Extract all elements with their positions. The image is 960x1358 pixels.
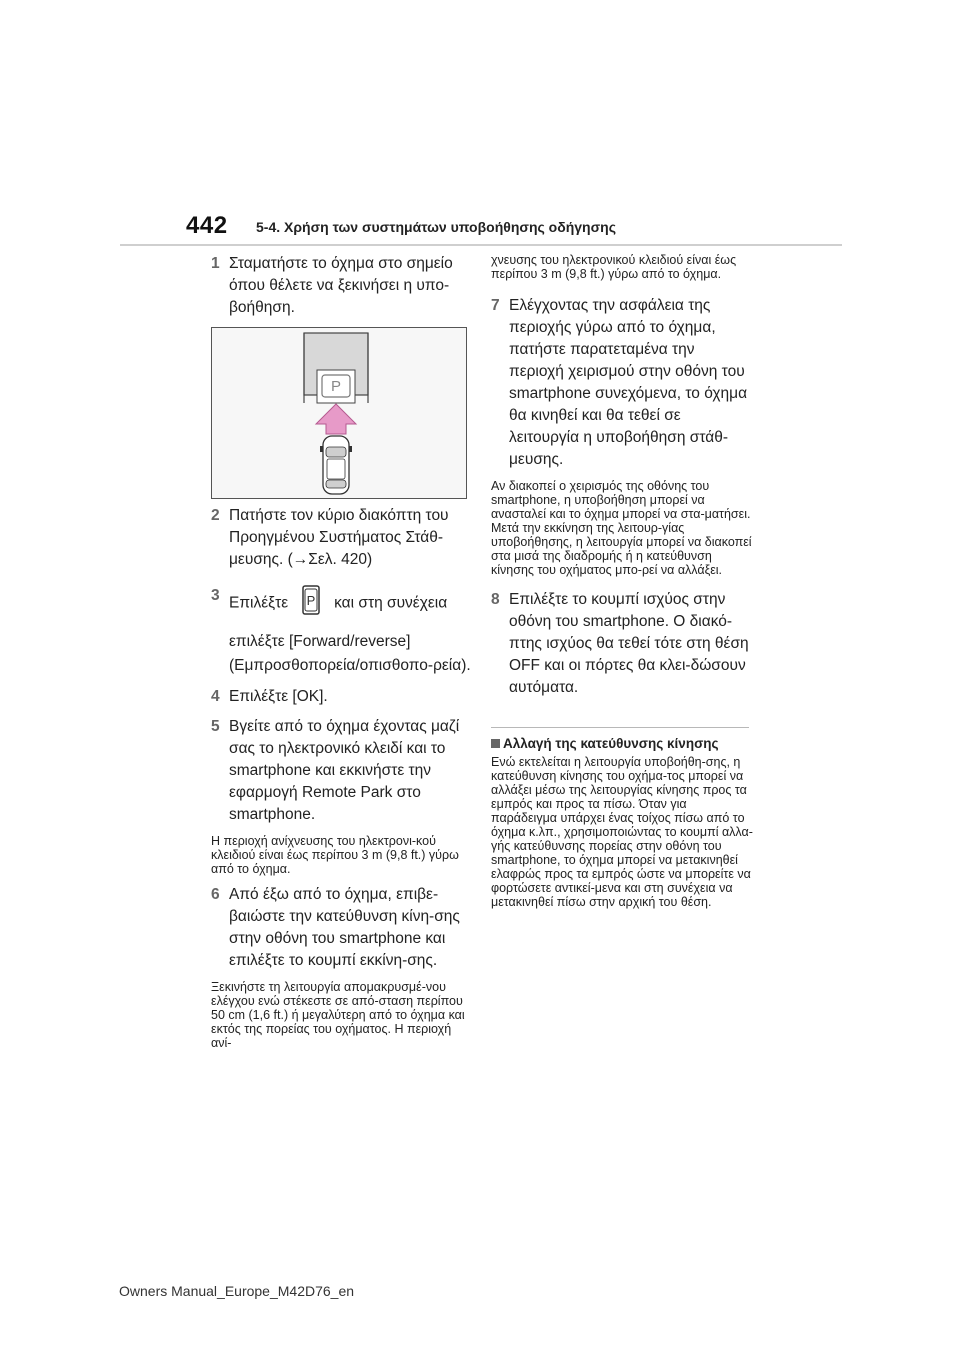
page-number: 442: [186, 212, 228, 239]
svg-text:P: P: [306, 593, 316, 608]
parking-illustration: [211, 327, 467, 499]
parking-diagram: [212, 328, 466, 498]
step-text-before: Επιλέξτε: [229, 594, 289, 612]
step-text: Πατήστε τον κύριο διακόπτη του Προηγμένου Συστήματος Στάθ-μευσης. (→Σελ. 420): [229, 507, 449, 568]
header-divider: [120, 244, 842, 246]
subsection-divider: [491, 727, 749, 728]
step-text: Ελέγχοντας την ασφάλεια της περιοχής γύρω από το όχημα, πατήστε παρατεταμένα την περιοχή χειρισμού στην οθόνη του smartphone συνεχόμενα, το όχημα θα κινηθεί και θα τεθεί σε λειτουργία η υποβοήθηση στάθ-μευσης.: [509, 297, 748, 468]
subsection-title: Αλλαγή της κατεύθυνσης κίνησης: [491, 736, 753, 751]
note-continuation: χνευσης του ηλεκτρονικού κλειδιού είναι έως περίπου 3 m (9,8 ft.) γύρω από το όχημα.: [491, 253, 737, 281]
step-4: [211, 686, 473, 708]
section-title: 5-4. Χρήση των συστημάτων υποβοήθησης οδήγησης: [256, 219, 617, 235]
parking-mode-icon: [302, 585, 320, 622]
step-number: 7: [491, 297, 500, 314]
step-text-after: και στη συνέχεια: [334, 594, 448, 612]
note-remote-start: Ξεκινήστε τη λειτουργία απομακρυσμέ-νου ελέγχου ενώ στέκεστε σε από-σταση περίπου 50 cm (1,6 ft.) ή μεγαλύτερη από το όχημα και εκτός της πορείας του οχήματος. Η περιοχή ανί-: [211, 980, 465, 1050]
square-bullet-icon: [491, 739, 500, 748]
left-column: [211, 253, 473, 1058]
note-interruption: Αν διακοπεί ο χειρισμός της οθόνης του smartphone, η υποβοήθηση μπορεί να ανασταλεί και το όχημα μπορεί να στα-ματήσει. Μετά την εκκίνηση της λειτουρ-γίας υποβοήθησης, η λειτουργία μπορεί να διακοπεί στα μισά της διαδρομής ή η κατεύθυνση κίνησης του οχήματος μπο-ρεί να αλλάξει.: [491, 479, 752, 577]
step-1: [211, 253, 473, 319]
step-number: 8: [491, 591, 500, 608]
parking-p-letter: P: [330, 378, 342, 395]
step-text: Σταματήστε το όχημα στο σημείο όπου θέλετε να ξεκινήσει η υπο-βοήθηση.: [229, 255, 453, 316]
step-number: 4: [211, 688, 220, 705]
step-3: [211, 585, 473, 678]
step-8: [491, 589, 753, 699]
step-5: [211, 716, 473, 826]
step-number: 5: [211, 718, 220, 735]
step-2: [211, 505, 473, 571]
note-detection-area: Η περιοχή ανίχνευσης του ηλεκτρονι-κού κλειδιού είναι έως περίπου 3 m (9,8 ft.) γύρω από το όχημα.: [211, 834, 459, 876]
step-number: 2: [211, 507, 220, 524]
car-icon: [320, 436, 352, 494]
step-text-rest: επιλέξτε [Forward/reverse] (Εμπροσθοπορεία/οπισθοπο-ρεία).: [229, 633, 471, 674]
step-7: [491, 295, 753, 471]
step-text: Επιλέξτε το κουμπί ισχύος στην οθόνη του smartphone. Ο διακό-πτης ισχύος θα τεθεί τότε στη θέση OFF και οι πόρτες θα κλει-δώσουν αυτόματα.: [509, 591, 749, 696]
subsection-body: Ενώ εκτελείται η λειτουργία υποβοήθη-σης, η κατεύθυνση κίνησης του οχήμα-τος μπορεί να αλλάξει μέσω της λειτουργίας κίνησης προς τα εμπρός και προς τα πίσω. Όταν για παράδειγμα υπάρχει ένας τοίχος πίσω από το όχημα κ.λπ., χρησιμοποιώντας το κουμπί αλλα-γής κατεύθυνσης πορείας στην οθόνη του smartphone, το όχημα μπορεί να μετακινηθεί ελαφρώς προς τα εμπρός ώστε να μπορείτε να φορτώσετε αντικεί-μενα και στη συνέχεια να μετακινηθεί πίσω στην αρχική του θέση.: [491, 755, 753, 909]
step-text: Από έξω από το όχημα, επιβε-βαιώστε την κατεύθυνση κίνη-σης στην οθόνη του smartphone και επιλέξτε το κουμπί εκκίνη-σης.: [229, 886, 460, 969]
footer-text: Owners Manual_Europe_M42D76_en: [119, 1283, 355, 1299]
step-text: Βγείτε από το όχημα έχοντας μαζί σας το ηλεκτρονικό κλειδί και το smartphone και εκκινήστε την εφαρμογή Remote Park στο smartphone.: [229, 718, 460, 823]
step-number: 1: [211, 255, 220, 272]
right-column: [491, 253, 753, 917]
step-6: [211, 884, 473, 972]
step-number: 3: [211, 587, 220, 604]
step-number: 6: [211, 886, 220, 903]
step-text: Επιλέξτε [OK].: [229, 688, 328, 705]
